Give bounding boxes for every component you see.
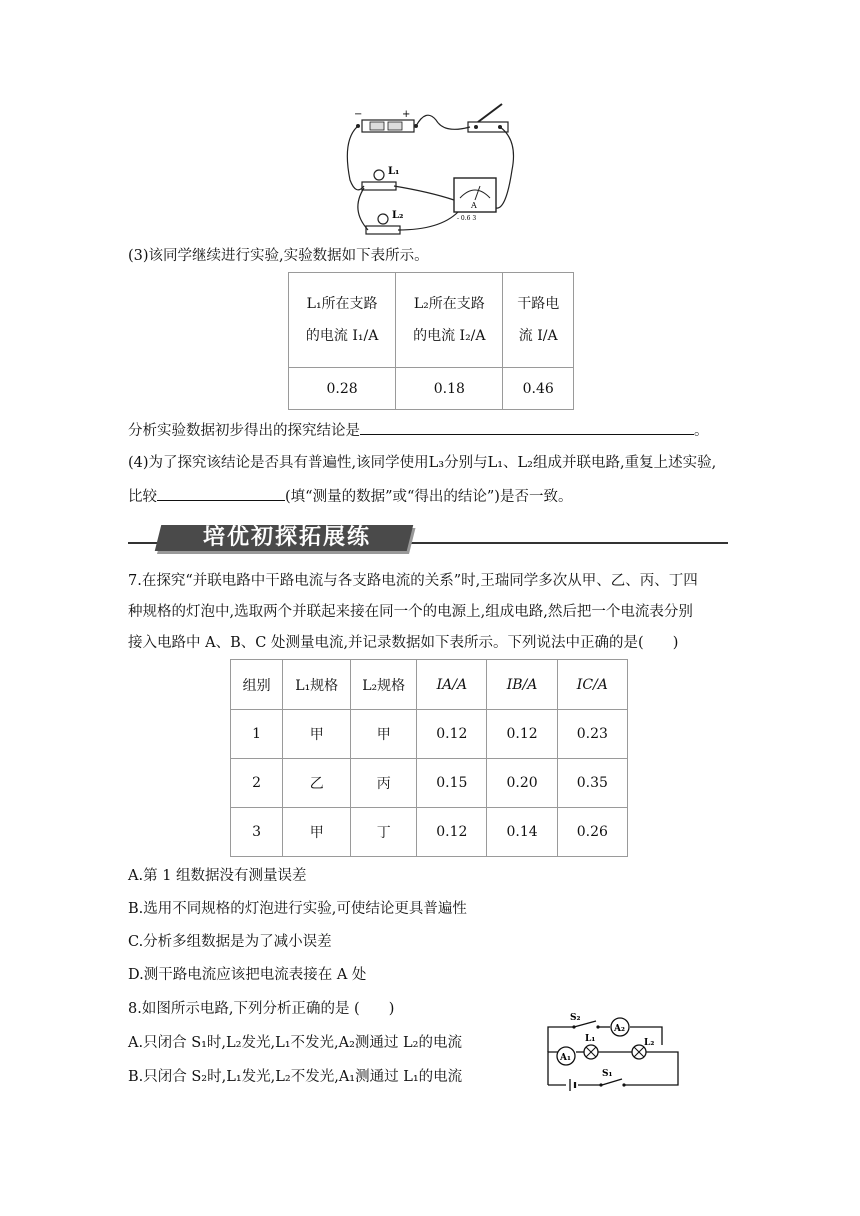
battery-minus-label: − [354,109,363,120]
q6-data-table [288,272,574,410]
switch-S2 [570,1013,600,1029]
battery-symbol [570,1079,575,1091]
q8-circuit-diagram [540,1010,690,1100]
q6-conclusion-end: 。 [694,423,709,439]
table-cell: 0.14 [487,808,557,857]
q8-option-b[interactable]: B.只闭合 S₂时,L₁发光,L₂不发光,A₁测通过 L₁的电流 [128,1069,463,1085]
table-cell: 0.35 [557,759,627,808]
q7-data-table [230,659,628,857]
q6-part4-line2 [128,486,572,507]
q6-value-cell: 0.28 [289,368,396,410]
q6-conclusion-blank[interactable] [360,420,694,435]
q7-header-cell: IA/A [417,660,487,710]
circuit-photo-figure [340,100,520,250]
q6-header-3-line2: 流 I/A [518,328,558,344]
table-cell: 0.23 [557,710,627,759]
table-cell: 0.15 [417,759,487,808]
table-cell: 甲 [283,808,351,857]
q6-part4-blank[interactable] [157,486,285,501]
q6-header-1-line1: L₁所在支路 [306,296,378,312]
q6-header-cell-1 [289,273,396,368]
lamp-L1 [584,1034,598,1059]
switch-S2-label: S₂ [570,1013,581,1023]
q6-part4-suffix: (填“测量的数据”或“得出的结论”)是否一致。 [285,489,573,505]
q7-header-cell: IB/A [487,660,557,710]
table-cell: 甲 [351,710,417,759]
q7-stem-line2: 种规格的灯泡中,选取两个并联起来接在同一个的电源上,组成电路,然后把一个电流表分别 [128,604,693,620]
q6-value-cell: 0.46 [503,368,574,410]
q7-header-cell: L₁规格 [283,660,351,710]
q6-header-cell-3 [503,273,574,368]
q6-header-cell-2 [396,273,503,368]
table-row [231,808,628,857]
q7-option-d[interactable]: D.测干路电流应该把电流表接在 A 处 [128,967,367,983]
table-row [231,710,628,759]
lamp-L2 [366,210,403,234]
q6-part4-line1: (4)为了探究该结论是否具有普遍性,该同学使用L₃分别与L₁、L₂组成并联电路,重复上述实验, [128,455,717,471]
table-cell: 丙 [351,759,417,808]
q7-option-c[interactable]: C.分析多组数据是为了减小误差 [128,934,332,950]
q7-header-cell: IC/A [557,660,627,710]
table-cell: 丁 [351,808,417,857]
q7-option-b[interactable]: B.选用不同规格的灯泡进行实验,可使结论更具普遍性 [128,901,467,917]
ammeter-letter: A [471,201,477,210]
ammeter [454,178,496,222]
q6-part4-prefix: 比较 [128,489,157,505]
q6-value-cell: 0.18 [396,368,503,410]
table-cell: 乙 [283,759,351,808]
table-cell: 1 [231,710,283,759]
switch-S1 [599,1069,625,1087]
battery-plus-label: + [402,109,411,120]
lamp-L1 [362,166,399,190]
table-cell: 2 [231,759,283,808]
q7-header-cell: L₂规格 [351,660,417,710]
lamp-L2-label: L₂ [392,210,404,221]
q7-stem-line1: 7.在探究“并联电路中干路电流与各支路电流的关系”时,王瑞同学多次从甲、乙、丙、丁四 [128,573,698,589]
ammeter-scale-label: - 0.6 3 [457,215,477,222]
table-cell: 0.12 [417,710,487,759]
lamp-L1-label: L₁ [388,166,400,177]
section-banner [128,522,728,556]
table-cell: 3 [231,808,283,857]
ammeter-A1-label: A₁ [560,1053,571,1063]
q8-stem: 8.如图所示电路,下列分析正确的是 ( ) [128,1001,395,1017]
ammeter-A1 [557,1047,575,1065]
q6-header-2-line1: L₂所在支路 [413,296,485,312]
lamp-L2-label: L₂ [644,1038,655,1048]
table-cell: 0.12 [487,710,557,759]
switch-S1-label: S₁ [602,1069,613,1079]
battery-box [354,109,418,132]
q6-header-2-line2: 的电流 I₂/A [413,328,486,344]
table-row [231,759,628,808]
table-cell: 0.20 [487,759,557,808]
q6-conclusion-line [128,420,709,441]
table-cell: 0.12 [417,808,487,857]
q7-header-cell: 组别 [231,660,283,710]
q6-conclusion-prompt: 分析实验数据初步得出的探究结论是 [128,423,360,439]
ammeter-A2 [611,1018,629,1036]
q7-option-a[interactable]: A.第 1 组数据没有测量误差 [128,868,307,884]
lamp-L1-label: L₁ [585,1034,596,1044]
table-cell: 甲 [283,710,351,759]
q6-header-1-line2: 的电流 I₁/A [305,328,379,344]
table-cell: 0.26 [557,808,627,857]
lamp-L2 [632,1038,654,1059]
q6-part3-text: (3)该同学继续进行实验,实验数据如下表所示。 [128,248,429,264]
ammeter-A2-label: A₂ [614,1024,625,1034]
banner-title: 培优初探拓展练 [202,525,371,550]
q8-option-a[interactable]: A.只闭合 S₁时,L₂发光,L₁不发光,A₂测通过 L₂的电流 [128,1035,462,1051]
q6-header-3-line1: 干路电 [517,296,560,312]
q7-stem-line3: 接入电路中 A、B、C 处测量电流,并记录数据如下表所示。下列说法中正确的是( ) [128,635,679,651]
